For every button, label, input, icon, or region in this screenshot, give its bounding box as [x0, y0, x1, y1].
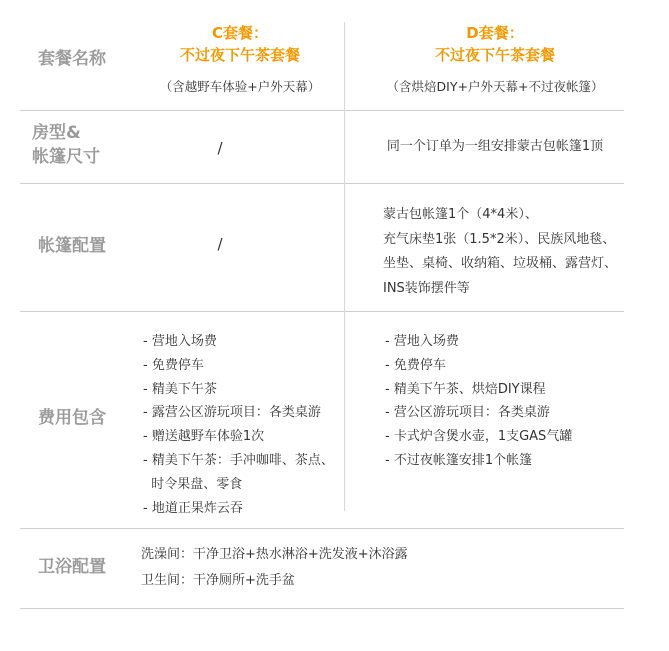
c-fee-item: - 精美下午茶	[143, 381, 217, 397]
c-fee-item: - 精美下午茶：手冲咖啡、茶点、	[143, 452, 334, 468]
column-divider	[344, 22, 345, 511]
bath-line-shower: 洗澡间：干净卫浴+热水淋浴+洗发液+沐浴露	[141, 547, 408, 562]
d-tent-config	[383, 203, 617, 301]
d-package-subtitle: （含烘焙DIY+户外天幕+不过夜帐篷）	[386, 79, 604, 94]
d-fee-item: - 卡式炉含煲水壶，1支GAS气罐	[385, 429, 573, 445]
d-fee-item: - 营地入场费	[385, 334, 459, 349]
c-tent-value: /	[217, 235, 223, 253]
d-fee-item: - 不过夜帐篷安排1个帐篷	[385, 452, 533, 468]
d-room-value: 同一个订单为一组安排蒙古包帐篷1顶	[386, 139, 604, 154]
row-divider	[20, 183, 624, 184]
c-package-title	[150, 22, 330, 66]
d-tent-line: 坐垫、桌椅、收纳箱、垃圾桶、露营灯、	[383, 256, 618, 271]
row-label-fee: 费用包含	[38, 408, 106, 428]
d-fee-item: - 营公区游玩项目：各类桌游	[385, 405, 550, 421]
bath-line-toilet: 卫生间：干净厕所+洗手盆	[141, 573, 295, 588]
row-label-room-line2: 帐篷尺寸	[32, 147, 100, 167]
c-package-title-line1: C套餐：	[211, 24, 268, 42]
d-package-title-line2: 不过夜下午茶套餐	[434, 46, 555, 64]
c-fee-item: - 赠送越野车体验1次	[143, 429, 265, 445]
c-fee-item: - 免费停车	[143, 357, 204, 373]
row-divider	[20, 110, 624, 111]
d-package-title	[395, 22, 595, 66]
c-fee-list	[143, 330, 334, 520]
c-package-title-line2: 不过夜下午茶套餐	[179, 46, 300, 64]
c-room-value: /	[217, 139, 223, 157]
row-divider	[20, 311, 624, 312]
d-package-title-line1: D套餐：	[466, 24, 524, 42]
c-package-subtitle: （含越野车体验+户外天幕）	[159, 79, 321, 94]
row-divider	[20, 608, 624, 609]
row-label-room	[20, 121, 124, 169]
d-fee-list	[385, 330, 572, 473]
row-divider	[20, 528, 624, 529]
d-tent-line: INS装饰摆件等	[383, 280, 470, 296]
row-label-tent-config: 帐篷配置	[38, 236, 106, 256]
c-fee-item: - 营地入场费	[143, 334, 217, 349]
d-tent-line: 蒙古包帐篷1个（4*4米）、	[383, 207, 538, 222]
c-fee-item: - 地道正果炸云吞	[143, 500, 243, 516]
d-tent-line: 充气床垫1张（1.5*2米）、民族风地毯、	[383, 231, 616, 247]
c-fee-item: - 露营公区游玩项目：各类桌游	[143, 405, 321, 421]
row-label-bath: 卫浴配置	[38, 557, 106, 577]
d-fee-item: - 免费停车	[385, 357, 446, 373]
d-fee-item: - 精美下午茶、烘焙DIY课程	[385, 381, 546, 397]
c-fee-item: 时令果盘、零食	[143, 476, 243, 492]
row-label-package: 套餐名称	[38, 49, 106, 69]
row-label-room-line1: 房型&	[32, 123, 81, 143]
